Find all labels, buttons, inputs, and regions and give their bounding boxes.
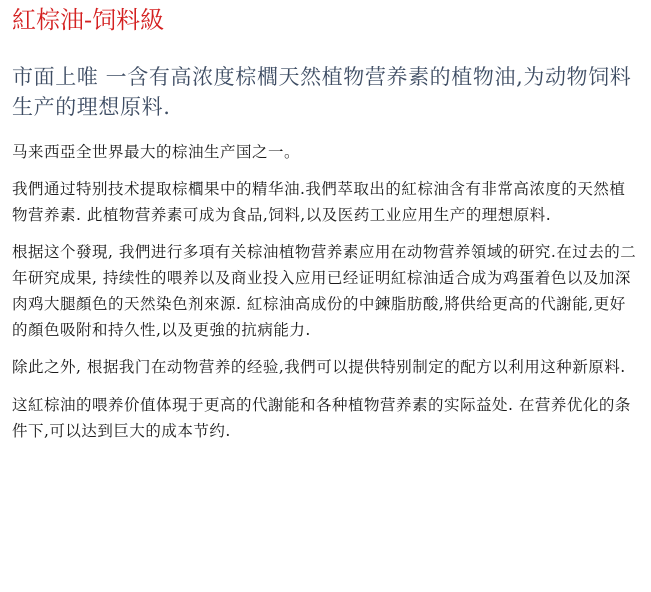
paragraph-intro: 马来西亞全世界最大的棕油生产国之一。: [12, 143, 301, 161]
paragraph-extraction: 我們通过特别技术提取棕櫚果中的精华油.我們萃取出的紅棕油含有非常高浓度的天然植物营养素. 此植物营养素可成为食品,饲料,以及医药工业应用生产的理想原料.: [12, 180, 626, 224]
paragraph-feeding-value: 这紅棕油的喂养价值体現于更高的代謝能和各种植物营养素的实际益处. 在营养优化的条件下,可以达到巨大的成本节约.: [12, 396, 631, 440]
page-title: 紅棕油-饲料級: [12, 6, 165, 34]
paragraph-research: 根据这个發現, 我們进行多項有关棕油植物营养素应用在动物营养領域的研究.在过去的二年研究成果, 持续性的喂养以及商业投入应用已经证明紅棕油适合成为鸡蛋着色以及加深肉鸡大腿顏色的天然染色剂來源. 紅棕油高成份的中鍊脂肪酸,將供给更高的代謝能,更好的顏色吸附和持久性,以及更強的抗病能力.: [12, 243, 637, 339]
page-subtitle: 市面上唯 一含有高浓度棕櫚天然植物营养素的植物油,为动物饲料生产的理想原料.: [12, 65, 632, 119]
paragraph-formulation: 除此之外, 根据我门在动物营养的经验,我們可以提供特别制定的配方以利用这种新原料.: [12, 358, 626, 376]
